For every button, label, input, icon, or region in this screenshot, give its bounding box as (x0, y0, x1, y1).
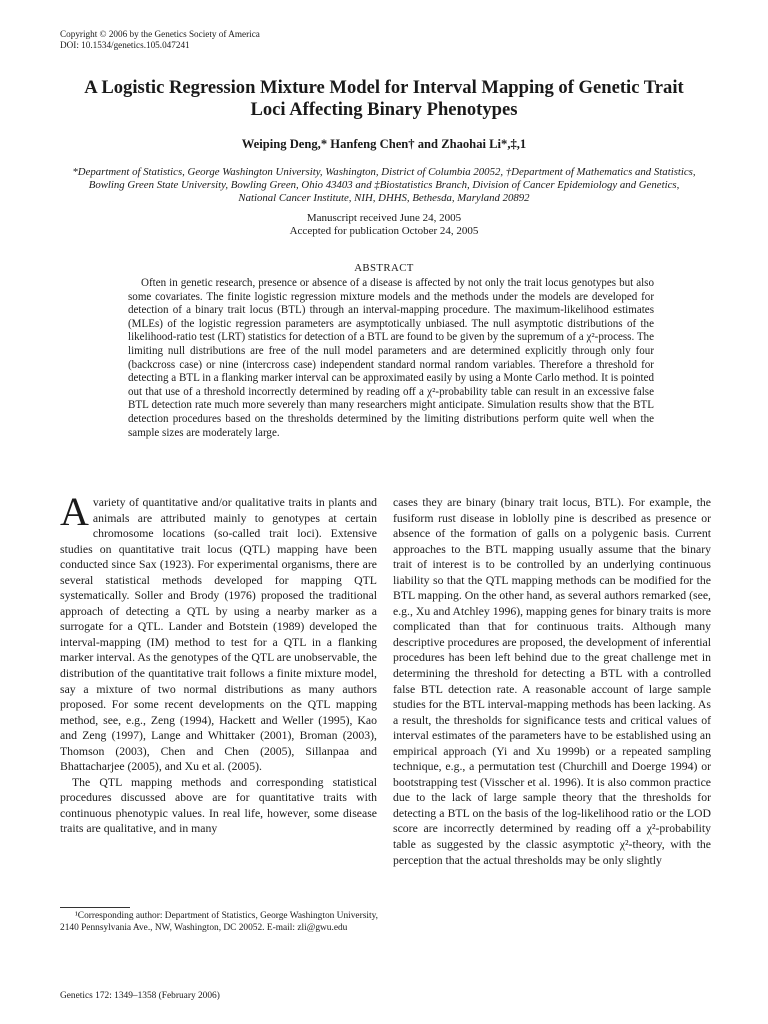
accepted-date: Accepted for publication October 24, 2005 (289, 225, 479, 238)
doi-line: DOI: 10.1534/genetics.105.047241 (60, 40, 190, 50)
abstract-heading: ABSTRACT (354, 262, 414, 274)
affiliation-line-3: National Cancer Institute, NIH, DHHS, Bethesda, Maryland 20892 (238, 192, 530, 205)
author-list: Weiping Deng,* Hanfeng Chen† and Zhaohai Li*,‡,1 (241, 137, 527, 151)
body-column-right (393, 495, 711, 868)
title-line-1: A Logistic Regression Mixture Model for Interval Mapping of Genetic Trait (84, 77, 684, 98)
intro-paragraph-1-text: variety of quantitative and/or qualitative traits in plants and animals are attributed mainly to genotypes at certain chromosome locations (so-called trait loci). Extensive studies on quantitative trait locus (QTL) mapping have been conducted since Sax (1923). For experimental organisms, there are several statistical methods developed for mapping QTL systematically. Soller and Brody (1976) proposed the traditional approach of detecting a QTL by using a nearby marker as a surrogate for a QTL. Lander and Botstein (1989) developed the interval-mapping (IM) method to test for a QTL in a flanking marker interval. As the genotypes of the QTL are unobservable, the distribution of the quantitative trait follows a finite mixture model, say a mixture of two normal distributions as many authors proposed. For some recent developments on the QTL mapping method, see, e.g., Zeng (1994), Hackett and Weller (1995), Kao and Zeng (1997), Lange and Whittaker (2001), Broman (2003), Thomson (2003), Chen and Chen (2005), Sillanpaa and Bhattacharjee (2005), and Xu et al. (2005). (60, 496, 377, 774)
intro-paragraph-2: The QTL mapping methods and corresponding statistical procedures discussed above are for quantitative traits with continuous phenotypic values. In real life, however, some disease traits are qualitative, and in many (60, 775, 377, 836)
footnote-rule (60, 907, 130, 908)
title-line-2: Loci Affecting Binary Phenotypes (250, 98, 518, 120)
journal-citation: Genetics 172: 1349–1358 (February 2006) (60, 991, 220, 1001)
corresponding-author-footnote: ¹Corresponding author: Department of Statistics, George Washington University, 2140 Pennsylvania Ave., NW, Washington, DC 20052. E-mail: zli@gwu.edu (60, 911, 378, 933)
paper-title (40, 77, 728, 120)
body-column-left (60, 489, 377, 837)
intro-paragraph-1 (60, 489, 377, 775)
abstract-body: Often in genetic research, presence or absence of a disease is affected by not only the trait locus genotypes but also some covariates. The finite logistic regression mixture models and the methods under the models are developed for detection of a binary trait locus (BTL) through an interval-mapping procedure. The maximum-likelihood estimates (MLEs) of the logistic regression parameters are asymptotically unbiased. The null asymptotic distributions of the likelihood-ratio test (LRT) statistics for detection of a BTL are found to be given by the supremum of a χ²-process. The limiting null distributions are free of the null model parameters and are determined explicitly through only four (backcross case) or nine (intercross case) independent standard normal random variables. Therefore a threshold for detecting a BTL in a flanking marker interval can be approximated easily by using a Monte Carlo method. It is pointed out that use of a threshold incorrectly determined by reading off a χ²-probability table can result in an excessive false BTL detection rate much more severely than many researchers might anticipate. Simulation results show that the BTL detection procedures based on the thresholds determined by the limiting distributions perform quite well when the sample sizes are moderately large. (128, 277, 654, 439)
manuscript-dates (40, 212, 728, 239)
affiliation-line-2: Bowling Green State University, Bowling Green, Ohio 43403 and ‡Biostatistics Branch, Division of Cancer Epidemiology and Genetics, (88, 179, 680, 192)
drop-cap: A (60, 489, 89, 534)
page-header (60, 29, 260, 51)
copyright-line: Copyright © 2006 by the Genetics Society of America (60, 29, 260, 39)
intro-paragraph-3: cases they are binary (binary trait locus, BTL). For example, the fusiform rust disease in loblolly pine is described as presence or absence of the formation of galls on a polygenic basis. Current approaches to the BTL mapping usually assume that the binary trait of interest is to be controlled by an underlying continuous liability so that the QTL mapping methods can be modified for the BTL mapping. On the other hand, as several authors remarked (see, e.g., Xu and Atchley 1996), mapping genes for binary traits is more complicated than that for continuous traits. Although many descriptive procedures are proposed, the development of inferential procedures has been left behind due to the great challenge met in determining the threshold for detecting a BTL with a controlled false BTL detection rate. A reasonable account of large sample studies for the BTL interval-mapping methods has been lacking. As a result, the thresholds for significance tests and critical values of interval estimates of the parameters have to be established using an empirical approach (Yi and Xu 1999b) or a repeated sampling technique, e.g., a permutation test (Churchill and Doerge 1994) or bootstrapping test (Visscher et al. 1996). It is also common practice due to the lack of large sample theory that the thresholds for detecting a BTL on the basis of the log-likelihood ratio or the LOD score are incorrectly determined by reading off a χ²-probability table as suggested by the classic asymptotic χ²-theory, with the perception that the actual thresholds may be only slightly (393, 496, 711, 867)
affiliation-line-1: *Department of Statistics, George Washington University, Washington, District of Columbia 20052, †Department of Mathematics and Statistics, (72, 166, 696, 178)
received-date: Manuscript received June 24, 2005 (306, 212, 462, 224)
affiliations (45, 166, 723, 206)
